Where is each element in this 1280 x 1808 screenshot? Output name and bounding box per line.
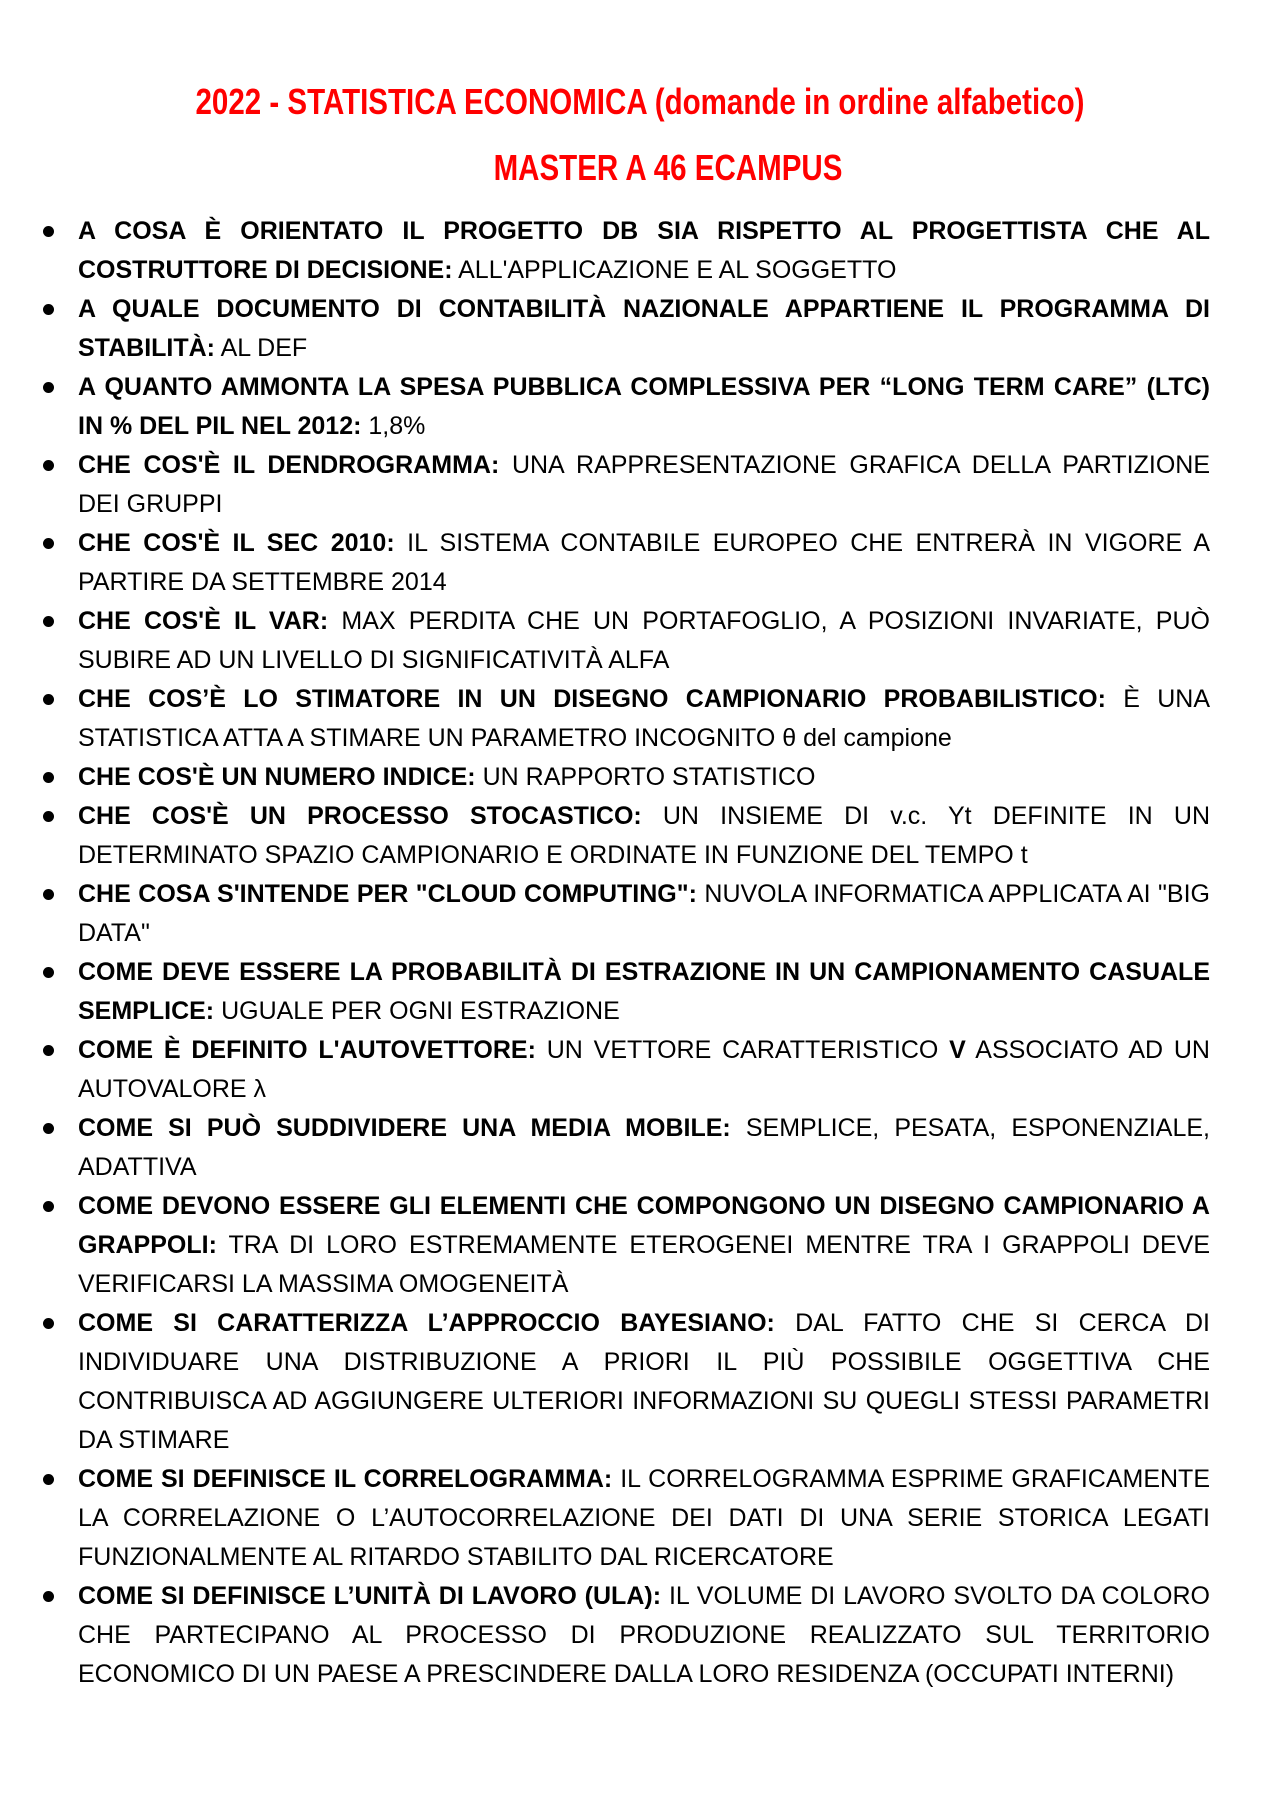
- question-text: CHE COS’È LO STIMATORE IN UN DISEGNO CAMPIONARIO PROBABILISTICO:: [78, 685, 1106, 713]
- answer-text-bold: V: [949, 1036, 966, 1064]
- bullet-icon: [43, 382, 54, 393]
- list-item: [40, 875, 1210, 953]
- answer-text: SEMPLICE, PESATA, ESPONENZIALE, ADATTIVA: [78, 1114, 1210, 1181]
- question-text: A COSA È ORIENTATO IL PROGETTO DB SIA RISPETTO AL PROGETTISTA CHE AL COSTRUTTORE DI DECISIONE:: [78, 217, 1210, 284]
- list-item: [40, 953, 1210, 1031]
- bullet-icon: [43, 616, 54, 627]
- page-subtitle: MASTER A 46 ECAMPUS: [493, 147, 843, 188]
- answer-text-pre: UN VETTORE CARATTERISTICO: [535, 1036, 950, 1064]
- list-item: [40, 368, 1210, 446]
- bullet-icon: [43, 1318, 54, 1329]
- answer-text: UNA RAPPRESENTAZIONE GRAFICA DELLA PARTIZIONE DEI GRUPPI: [78, 451, 1210, 518]
- bullet-icon: [43, 811, 54, 822]
- question-text: COME È DEFINITO L'AUTOVETTORE:: [78, 1036, 536, 1064]
- question-text: A QUALE DOCUMENTO DI CONTABILITÀ NAZIONALE APPARTIENE IL PROGRAMMA DI STABILITÀ:: [78, 295, 1210, 362]
- answer-text: UGUALE PER OGNI ESTRAZIONE: [214, 997, 620, 1025]
- answer-text: ALL'APPLICAZIONE E AL SOGGETTO: [452, 256, 897, 284]
- list-item: [40, 1109, 1210, 1187]
- answer-text: UN RAPPORTO STATISTICO: [475, 763, 816, 791]
- answer-text: AL DEF: [215, 334, 308, 362]
- bullet-icon: [43, 1474, 54, 1485]
- question-text: COME SI DEFINISCE IL CORRELOGRAMMA:: [78, 1465, 613, 1493]
- bullet-icon: [43, 967, 54, 978]
- bullet-icon: [43, 694, 54, 705]
- answer-text: È UNA STATISTICA ATTA A STIMARE UN PARAMETRO INCOGNITO θ del campione: [78, 685, 1210, 752]
- answer-text: 1,8%: [361, 412, 426, 440]
- question-text: COME DEVE ESSERE LA PROBABILITÀ DI ESTRAZIONE IN UN CAMPIONAMENTO CASUALE SEMPLICE:: [78, 958, 1210, 1025]
- answer-text-post: ASSOCIATO AD UN AUTOVALORE λ: [78, 1036, 1210, 1103]
- question-text: CHE COS'È IL VAR:: [78, 607, 329, 635]
- list-item: [40, 524, 1210, 602]
- question-text: COME SI DEFINISCE L’UNITÀ DI LAVORO (ULA):: [78, 1582, 662, 1610]
- list-item: [40, 446, 1210, 524]
- list-item: [40, 680, 1210, 758]
- question-text: A QUANTO AMMONTA LA SPESA PUBBLICA COMPLESSIVA PER “LONG TERM CARE” (LTC) IN % DEL PIL NEL 2012:: [78, 373, 1210, 440]
- bullet-icon: [43, 304, 54, 315]
- list-item: [40, 1460, 1210, 1577]
- bullet-icon: [43, 1201, 54, 1212]
- answer-text: IL CORRELOGRAMMA ESPRIME GRAFICAMENTE LA CORRELAZIONE O L’AUTOCORRELAZIONE DEI DATI DI UNA SERIE STORICA LEGATI FUNZIONALMENTE AL RITARDO STABILITO DAL RICERCATORE: [78, 1465, 1210, 1571]
- list-item: [40, 212, 1210, 290]
- answer-text: UN INSIEME DI v.c. Yt DEFINITE IN UN DETERMINATO SPAZIO CAMPIONARIO E ORDINATE IN FUNZIONE DEL TEMPO t: [78, 802, 1210, 869]
- answer-text: NUVOLA INFORMATICA APPLICATA AI "BIG DATA": [78, 880, 1210, 947]
- list-item: [40, 290, 1210, 368]
- list-item: [40, 1031, 1210, 1109]
- bullet-icon: [43, 1123, 54, 1134]
- list-item: [40, 1187, 1210, 1304]
- bullet-icon: [43, 889, 54, 900]
- answer-text: DAL FATTO CHE SI CERCA DI INDIVIDUARE UNA DISTRIBUZIONE A PRIORI IL PIÙ POSSIBILE OGGETTIVA CHE CONTRIBUISCA AD AGGIUNGERE ULTERIORI INFORMAZIONI SU QUEGLI STESSI PARAMETRI DA STIMARE: [78, 1309, 1210, 1454]
- list-item: [40, 797, 1210, 875]
- answer-text: IL SISTEMA CONTABILE EUROPEO CHE ENTRERÀ IN VIGORE A PARTIRE DA SETTEMBRE 2014: [78, 529, 1210, 596]
- question-text: CHE COS'È UN NUMERO INDICE:: [78, 763, 476, 791]
- bullet-icon: [43, 772, 54, 783]
- bullet-icon: [43, 1591, 54, 1602]
- question-list: [40, 212, 1210, 1694]
- question-text: CHE COS'È IL DENDROGRAMMA:: [78, 451, 500, 479]
- bullet-icon: [43, 226, 54, 237]
- list-item: [40, 1304, 1210, 1460]
- answer-text: MAX PERDITA CHE UN PORTAFOGLIO, A POSIZIONI INVARIATE, PUÒ SUBIRE AD UN LIVELLO DI SIGNIFICATIVITÀ ALFA: [78, 607, 1210, 674]
- page-title: 2022 - STATISTICA ECONOMICA (domande in ordine alfabetico): [195, 81, 1085, 122]
- list-item: [40, 602, 1210, 680]
- answer-text: IL VOLUME DI LAVORO SVOLTO DA COLORO CHE PARTECIPANO AL PROCESSO DI PRODUZIONE REALIZZATO SUL TERRITORIO ECONOMICO DI UN PAESE A PRESCINDERE DALLA LORO RESIDENZA (OCCUPATI INTERNI): [78, 1582, 1211, 1688]
- list-item: [40, 758, 1210, 797]
- question-text: COME SI CARATTERIZZA L’APPROCCIO BAYESIANO:: [78, 1309, 775, 1337]
- question-text: COME DEVONO ESSERE GLI ELEMENTI CHE COMPONGONO UN DISEGNO CAMPIONARIO A GRAPPOLI:: [78, 1192, 1210, 1259]
- bullet-icon: [43, 460, 54, 471]
- question-text: COME SI PUÒ SUDDIVIDERE UNA MEDIA MOBILE:: [78, 1114, 731, 1142]
- question-text: CHE COS'È UN PROCESSO STOCASTICO:: [78, 802, 642, 830]
- bullet-icon: [43, 1045, 54, 1056]
- list-item: [40, 1577, 1210, 1694]
- answer-text: TRA DI LORO ESTREMAMENTE ETEROGENEI MENTRE TRA I GRAPPOLI DEVE VERIFICARSI LA MASSIMA OMOGENEITÀ: [78, 1231, 1210, 1298]
- question-text: CHE COS'È IL SEC 2010:: [78, 529, 395, 557]
- bullet-icon: [43, 538, 54, 549]
- question-text: CHE COSA S'INTENDE PER "CLOUD COMPUTING":: [78, 880, 697, 908]
